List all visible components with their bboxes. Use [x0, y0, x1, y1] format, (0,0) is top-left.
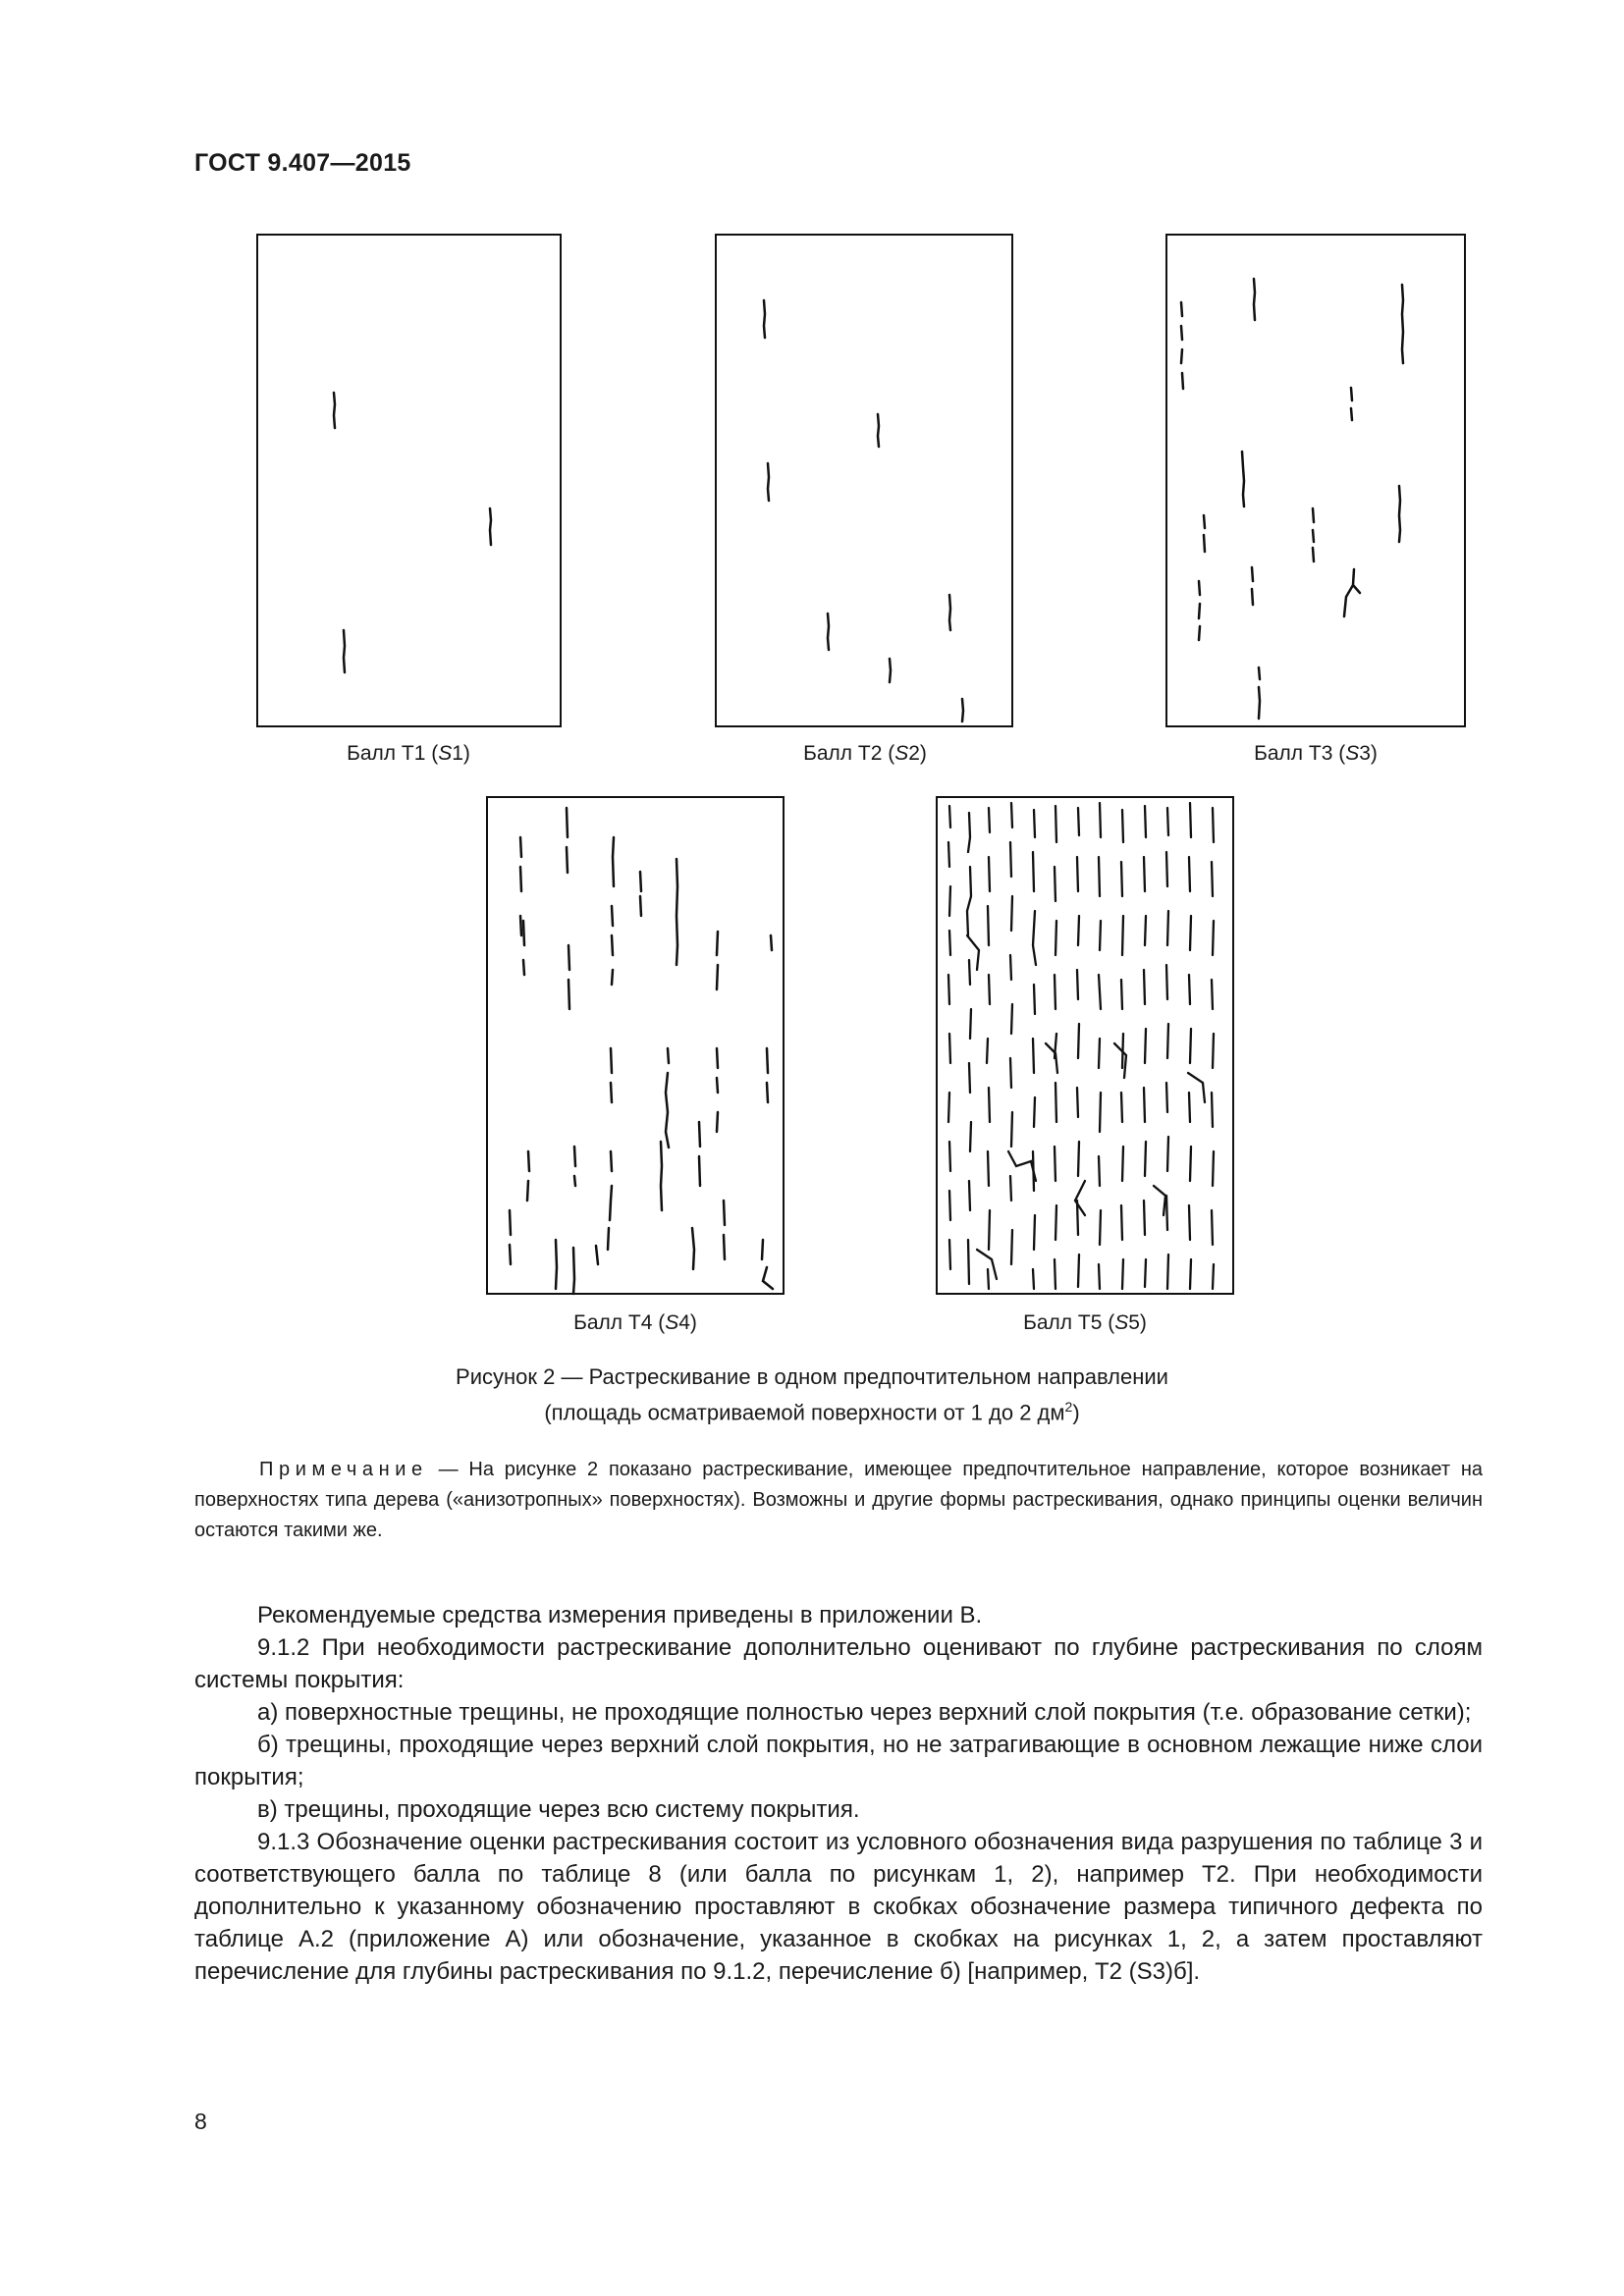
note-label: Примечание: [259, 1459, 428, 1480]
crack-pattern-t4: [488, 798, 786, 1297]
crack-pattern-t3: [1167, 236, 1468, 729]
document-header: ГОСТ 9.407—2015: [194, 149, 411, 177]
list-item-b: б) трещины, проходящие через верхний слой покрытия, но не затрагивающие в основном лежащие ниже слои покрытия;: [194, 1732, 1483, 1790]
page-number: 8: [194, 2109, 207, 2134]
caption-t2: Балл Т2 (S2): [803, 742, 927, 765]
caption-t1: Балл Т1 (S1): [347, 742, 470, 765]
list-item-a: а) поверхностные трещины, не проходящие полностью через верхний слой покрытия (т.е. образование сетки);: [257, 1699, 1472, 1726]
caption-t3: Балл Т3 (S3): [1254, 742, 1378, 765]
note-text: — На рисунке 2 показано растрескивание, имеющее предпочтительное направление, которое возникает на поверхностях типа дерева («анизотропных» поверхностях). Возможны и другие формы растрескивания, однако принципы оценки величин остаются такими же.: [194, 1459, 1483, 1541]
crack-pattern-t1: [258, 236, 564, 729]
crack-pattern-t2: [717, 236, 1015, 729]
crack-panel-t4: [486, 796, 785, 1295]
crack-pattern-t5: [938, 798, 1236, 1297]
caption-t4: Балл Т4 (S4): [573, 1311, 697, 1334]
figure-title: [0, 1362, 1624, 1427]
crack-panel-t1: [256, 234, 562, 727]
list-item-c: в) трещины, проходящие через всю систему покрытия.: [257, 1796, 860, 1823]
paragraph-9-1-2: 9.1.2 При необходимости растрескивание дополнительно оценивают по глубине растрескивания по слоям системы покрытия:: [194, 1634, 1483, 1693]
body-text: [194, 1599, 1483, 1988]
paragraph-9-1-3: 9.1.3 Обозначение оценки растрескивания состоит из условного обозначения вида разрушения по таблице 3 и соответствующего балла по таблице 8 (или балла по рисункам 1, 2), например Т2. При необходимости дополнительно к указанному обозначению проставляют в скобках обозначение размера типичного дефекта по таблице А.2 (приложение А) или обозначение, указанное в скобках на рисунках 1, 2, а затем проставляют перечисление для глубины растрескивания по 9.1.2, перечисление б) [например, Т2 (S3)б].: [194, 1829, 1483, 1985]
paragraph-measuring-tools: Рекомендуемые средства измерения приведены в приложении В.: [257, 1602, 983, 1629]
figure-title-line1: Рисунок 2 — Растрескивание в одном предпочтительном направлении: [456, 1364, 1168, 1389]
figure-title-line2: (площадь осматриваемой поверхности от 1 до 2 $дм^2$): [544, 1399, 1080, 1425]
crack-panel-t2: [715, 234, 1013, 727]
crack-panel-t3: [1165, 234, 1466, 727]
figure-note: [194, 1455, 1483, 1546]
caption-t5: Балл Т5 (S5): [1023, 1311, 1147, 1334]
crack-panel-t5: [936, 796, 1234, 1295]
